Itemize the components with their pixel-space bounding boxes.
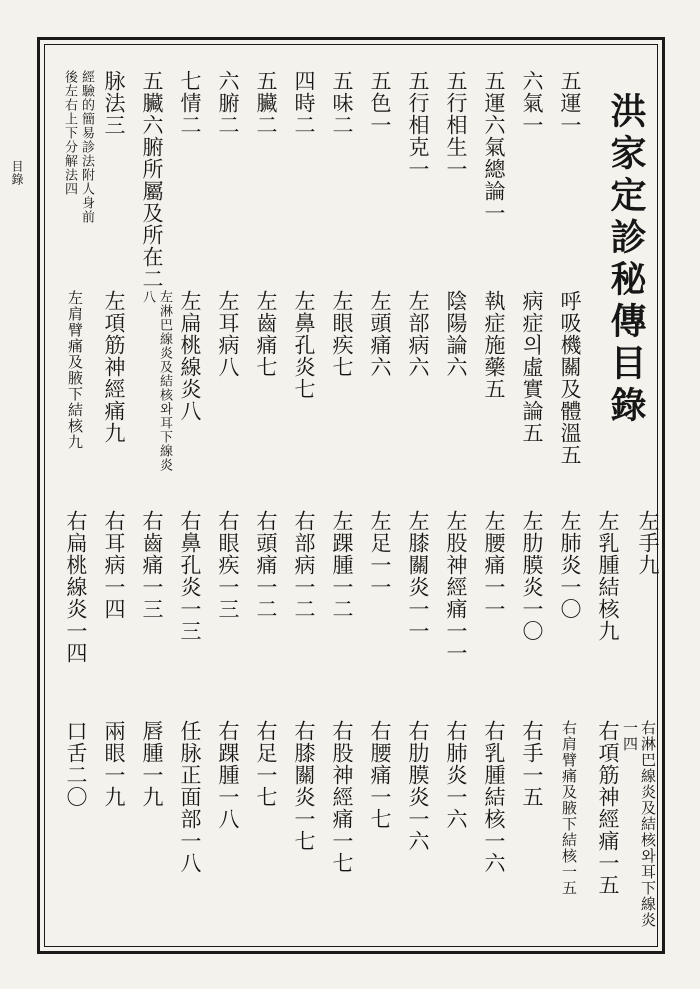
toc-entry: 脉法三 <box>102 70 126 136</box>
page-title: 洪家定診秘傳目錄 <box>605 92 647 428</box>
toc-entry: 七情二 <box>178 70 202 136</box>
toc-entry: 六氣一 <box>520 70 544 136</box>
toc-entry: 八 <box>140 290 155 304</box>
toc-entry: 執症施藥五 <box>482 290 506 400</box>
toc-entry: 右頭痛一二 <box>254 510 278 620</box>
toc-entry: 右股神經痛一七 <box>330 720 354 874</box>
toc-entry: 右乳腫結核一六 <box>482 720 506 874</box>
toc-entry: 左肩臂痛及腋下結核九 <box>66 290 84 450</box>
toc-entry: 右鼻孔炎一三 <box>178 510 202 642</box>
toc-entry: 右肋膜炎一六 <box>406 720 430 852</box>
toc-entry: 左鼻孔炎七 <box>292 290 316 400</box>
toc-entry: 右淋巴線炎及結核와耳下線炎 <box>639 720 657 928</box>
toc-entry: 左眼疾七 <box>330 290 354 378</box>
toc-entry: 左扁桃線炎八 <box>178 290 202 422</box>
toc-entry: 右手一五 <box>520 720 544 808</box>
toc-entry: 左頭痛六 <box>368 290 392 378</box>
toc-entry: 右足一七 <box>254 720 278 808</box>
toc-entry: 左肺炎一〇 <box>558 510 582 620</box>
toc-entry: 一四 <box>621 720 639 752</box>
toc-entry: 右齒痛一三 <box>140 510 164 620</box>
toc-entry: 左耳病八 <box>216 290 240 378</box>
toc-entry: 五行相生一 <box>444 70 468 180</box>
toc-entry: 右項筋神經痛一五 <box>596 720 620 896</box>
toc-entry: 六腑二 <box>216 70 240 136</box>
toc-entry: 左部病六 <box>406 290 430 378</box>
toc-entry: 左手九 <box>636 510 660 576</box>
toc-entry: 五臟六腑所屬及所在二 <box>140 70 164 290</box>
toc-entry: 呼吸機關及體溫五 <box>558 290 582 466</box>
toc-entry: 左腰痛一一 <box>482 510 506 620</box>
toc-entry: 右膝關炎一七 <box>292 720 316 852</box>
toc-entry: 左股神經痛一一 <box>444 510 468 664</box>
toc-entry: 右肩臂痛及腋下結核一五 <box>560 720 578 896</box>
toc-entry: 五臟二 <box>254 70 278 136</box>
toc-entry: 後左右上下分解法四 <box>62 70 77 196</box>
toc-entry: 右耳病一四 <box>102 510 126 620</box>
toc-entry: 左足一一 <box>368 510 392 598</box>
toc-entry: 左乳腫結核九 <box>596 510 620 642</box>
toc-entry: 五味二 <box>330 70 354 136</box>
toc-entry: 五運六氣總論一 <box>482 70 506 224</box>
toc-entry: 五行相克一 <box>406 70 430 180</box>
toc-entry: 左齒痛七 <box>254 290 278 378</box>
toc-entry: 右扁桃線炎一四 <box>64 510 88 664</box>
toc-entry: 右肺炎一六 <box>444 720 468 830</box>
toc-entry: 右部病一二 <box>292 510 316 620</box>
toc-entry: 五運一 <box>558 70 582 136</box>
toc-entry: 左膝關炎一一 <box>406 510 430 642</box>
toc-entry: 左項筋神經痛九 <box>102 290 126 444</box>
toc-entry: 右腰痛一七 <box>368 720 392 830</box>
toc-entry: 唇腫一九 <box>140 720 164 808</box>
toc-entry: 右眼疾一三 <box>216 510 240 620</box>
toc-entry: 任脉正面部一八 <box>178 720 202 874</box>
toc-entry: 口舌二〇 <box>64 720 88 808</box>
toc-entry: 病症의虛實論五 <box>520 290 544 444</box>
toc-entry: 左淋巴線炎及結核와耳下線炎 <box>157 290 172 472</box>
toc-entry: 左踝腫一二 <box>330 510 354 620</box>
toc-entry: 兩眼一九 <box>102 720 126 808</box>
toc-entry: 經驗的簡易診法附人身前 <box>79 70 94 224</box>
toc-entry: 左肋膜炎一〇 <box>520 510 544 642</box>
side-label: 目錄 <box>10 160 24 186</box>
toc-entry: 陰陽論六 <box>444 290 468 378</box>
toc-entry: 右踝腫一八 <box>216 720 240 830</box>
toc-entry: 五色一 <box>368 70 392 136</box>
toc-entry: 四時二 <box>292 70 316 136</box>
